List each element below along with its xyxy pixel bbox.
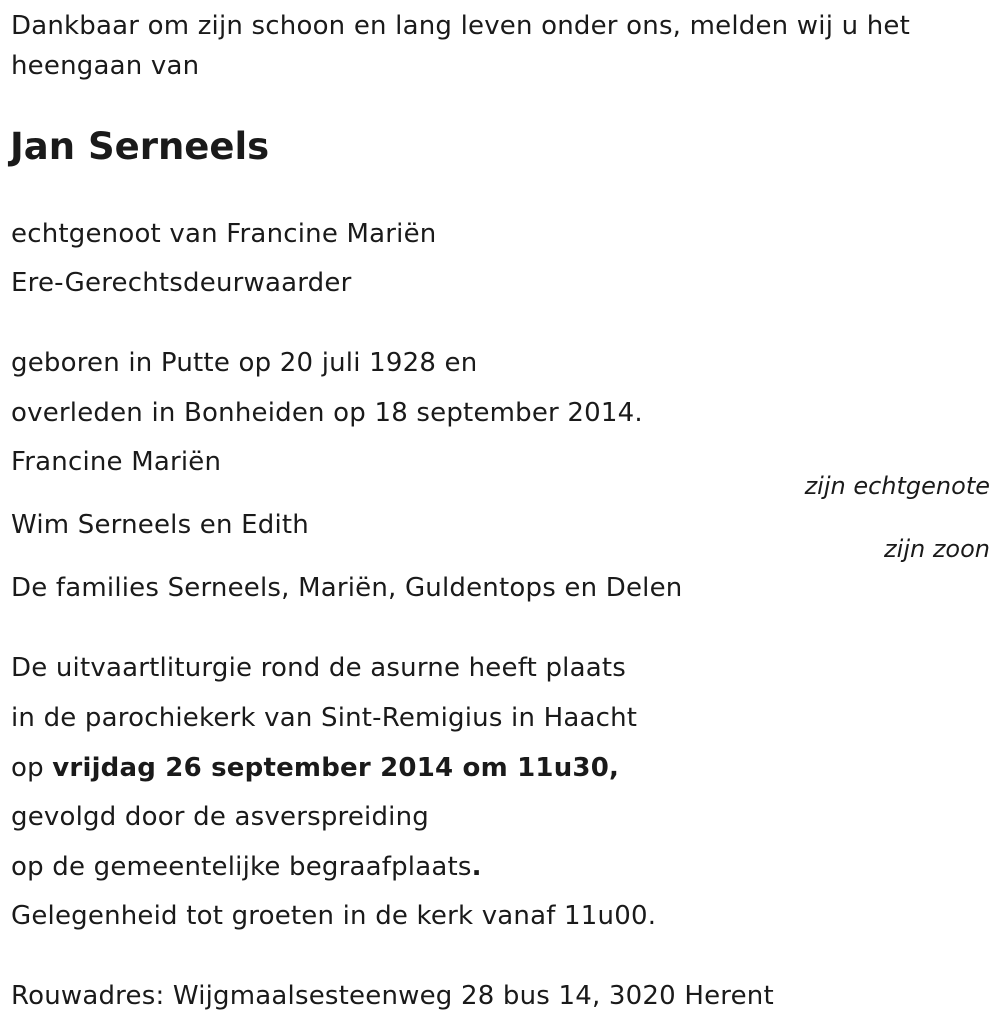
deceased-name: Jan Serneels [10, 125, 270, 168]
relative-name-3: De families Serneels, Mariën, Guldentops en Delen [11, 573, 683, 603]
mourning-address: Rouwadres: Wijgmaalsesteenweg 28 bus 14, 3020 Herent [11, 981, 774, 1011]
funeral-date: vrijdag 26 september 2014 om 11u30, [52, 753, 620, 783]
died-line: overleden in Bonheiden op 18 september 2014. [11, 398, 643, 428]
spouse-line: echtgenoot van Francine Mariën [11, 219, 437, 249]
relative-relation-1: zijn echtgenote [804, 472, 990, 500]
relative-name-1: Francine Mariën [11, 447, 222, 477]
funeral-line-1: De uitvaartliturgie rond de asurne heeft plaats [11, 653, 626, 683]
funeral-line-6: Gelegenheid tot groeten in de kerk vanaf 11u00. [11, 901, 657, 931]
born-line: geboren in Putte op 20 juli 1928 en [11, 348, 478, 378]
funeral-line-3 [11, 752, 619, 784]
relative-name-2: Wim Serneels en Edith [11, 510, 309, 540]
intro-line-1: Dankbaar om zijn schoon en lang leven onder ons, melden wij u het [11, 11, 910, 41]
intro-line-2: heengaan van [11, 51, 200, 81]
cemetery-text: op de gemeentelijke begraafplaats [11, 852, 472, 882]
profession-line: Ere-Gerechtsdeurwaarder [11, 268, 352, 298]
funeral-line-4: gevolgd door de asverspreiding [11, 802, 429, 832]
funeral-date-prefix: op [11, 753, 53, 783]
cemetery-period: . [471, 852, 482, 882]
relative-relation-2: zijn zoon [884, 535, 990, 563]
funeral-line-5 [11, 851, 482, 883]
funeral-line-2: in de parochiekerk van Sint-Remigius in Haacht [11, 703, 638, 733]
